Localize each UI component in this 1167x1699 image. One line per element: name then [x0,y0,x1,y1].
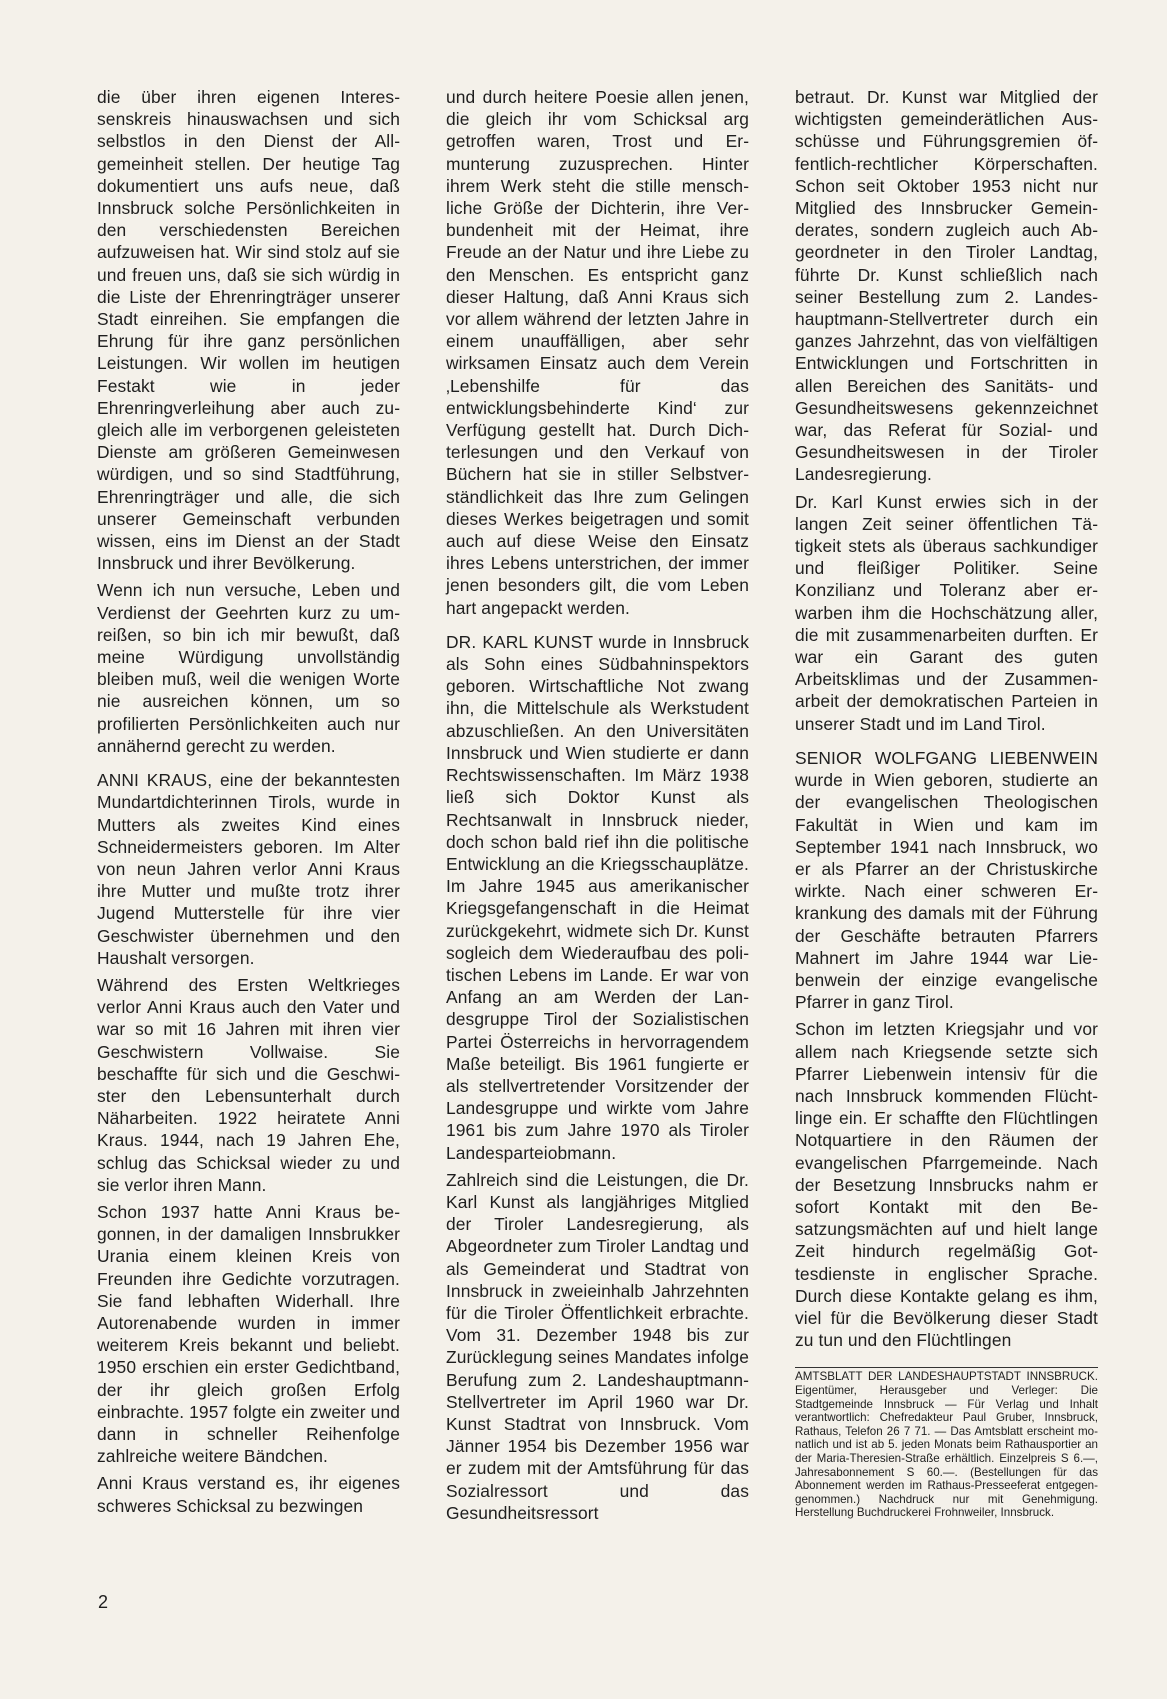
paragraph-wolfgang-liebenwein: SENIOR WOLFGANG LIEBENWEIN wurde in Wien geboren, studierte an der evangelischen Theologischen Fakultät in Wien und kam im September 1941 nach Innsbruck, wo er als Pfarrer an der Christuskirche wirkte. Nach einer schweren Erkrankung des damals mit der Führung der Geschäfte betrauten Pfarrers Mahnert im Jahre 1944 war Liebenwein der einzige evangelische Pfarrer in ganz Tirol. [795,747,1098,1013]
paragraph: Wenn ich nun versuche, Leben und Verdienst der Geehrten kurz zu umreißen, so bin ich mir bewußt, daß meine Würdigung unvollständig bleiben muß, weil die wenigen Worte nie ausreichen können, um so profilierten Persönlichkeiten auch nur annähernd gerecht zu werden. [97,580,400,756]
paragraph: Schon im letzten Kriegsjahr und vor allem nach Kriegsende setzte sich Pfarrer Liebenwein intensiv für die nach Innsbruck kommenden Flüchtlinge ein. Er schaffte den Flüchtlingen Notquartiere in den Räumen der evangelischen Pfarrgemeinde. Nach der Besetzung Innsbrucks nahm er sofort Kontakt mit den Besatzungsmächten auf und hielt lange Zeit hindurch regelmäßig Gottesdienste in englischer Sprache. Durch diese Kontakte gelang es ihm, viel für die Bevölkerung dieser Stadt zu tun und den Flüchtlingen [795,1019,1098,1351]
paragraph: und durch heitere Poesie allen jenen, die gleich ihr vom Schicksal arg getroffen waren, Trost und Ermunterung zuzusprechen. Hinter ihrem Werk steht die stille menschliche Größe der Dichterin, ihre Verbundenheit mit der Heimat, ihre Freude an der Natur und ihre Liebe zu den Menschen. Es entspricht ganz dieser Haltung, daß Anni Kraus sich vor allem während der letzten Jahre in einem unauffälligen, aber sehr wirksamen Einsatz auch dem Verein ‚Lebenshilfe für das entwicklungsbehinderte Kind‘ zur Verfügung gestellt hat. Durch Dichterlesungen und den Verkauf von Büchern hat sie in stiller Selbstverständlichkeit das Ihre zum Gelingen dieses Werkes beigetragen und somit auch auf diese Weise den Einsatz ihres Lebens unterstrichen, der immer jenen besonders gilt, die vom Leben hart angepackt werden. [446,87,749,618]
paragraph: Zahlreich sind die Leistungen, die Dr. Karl Kunst als langjähriges Mitglied der Tiroler Landesregierung, als Abgeordneter zum Tiroler Landtag und als Gemeinderat und Stadtrat von Innsbruck in zweieinhalb Jahrzehnten für die Tiroler Öffentlichkeit erbrachte. Vom 31. Dezember 1948 bis zur Zurücklegung seines Mandates infolge Berufung zum 2. Landeshauptmann-Stellvertreter im April 1960 war Dr. Kunst Stadtrat von Innsbruck. Vom Jänner 1954 bis Dezember 1956 war er zudem mit der Amtsführung für das Sozialressort und das Gesundheitsressort [446,1169,749,1523]
paragraph: die über ihren eigenen Interessenskreis hinauswachsen und sich selbstlos in den Dienst der Allgemeinheit stellen. Der heutige Tag dokumentiert uns aufs neue, daß Innsbruck solche Persönlichkeiten in den verschiedensten Bereichen aufzuweisen hat. Wir sind stolz auf sie und freuen uns, daß sie sich würdig in die Liste der Ehrenringträger unserer Stadt einreihen. Sie empfangen die Ehrung für ihre ganz persönlichen Leistungen. Wir wollen im heutigen Festakt wie in jeder Ehrenringverleihung aber auch zugleich alle im verborgenen geleisteten Dienste am größeren Gemeinwesen würdigen, und so sind Stadtführung, Ehrenringträger und alle, die sich unserer Gemeinschaft verbunden wissen, eins im Dienst an der Stadt Innsbruck und ihrer Bevölkerung. [97,87,400,574]
imprint-box: AMTSBLATT DER LANDESHAUPTSTADT INNSBRUCK. Eigentümer, Herausgeber und Verleger: Die Stadtgemeinde Innsbruck — Für Verlag und Inhalt verantwortlich: Chefredakteur Paul Gruber, Innsbruck, Rathaus, Telefon 26 7 71. — Das Amtsblatt erscheint monatlich und ist ab 5. jeden Monats beim Rathausportier an der Maria-Theresien-Straße erhältlich. Einzelpreis S 6.—, Jahresabonnement S 60.—. (Bestellungen für das Abonnement werden im Rathaus-Presseeferat entgegengenommen.) Nachdruck nur mit Genehmigung. Herstellung Buchdruckerei Frohnweiler, Innsbruck. [795,1367,1098,1520]
paragraph-anni-kraus: ANNI KRAUS, eine der bekanntesten Mundartdichterinnen Tirols, wurde in Mutters als zweites Kind eines Schneidermeisters geboren. Im Alter von neun Jahren verlor Anni Kraus ihre Mutter und mußte trotz ihrer Jugend Mutterstelle für ihre vier Geschwister übernehmen und den Haushalt versorgen. [97,770,400,968]
text-column-2 [446,86,749,1529]
paragraph: Anni Kraus verstand es, ihr eigenes schweres Schicksal zu bezwingen [97,1473,400,1516]
paragraph: Dr. Karl Kunst erwies sich in der langen Zeit seiner öffentlichen Tätigkeit stets als überaus sachkundiger und fleißiger Politiker. Seine Konzilianz und Toleranz aber erwarben ihm die Hochschätzung aller, die mit zusammenarbeiten durften. Er war ein Garant des guten Arbeitsklimas und der Zusammenarbeit der demokratischen Parteien in unserer Stadt und im Land Tirol. [795,491,1098,734]
paragraph-karl-kunst: DR. KARL KUNST wurde in Innsbruck als Sohn eines Südbahninspektors geboren. Wirtschaftliche Not zwang ihn, die Mittelschule als Werkstudent abzuschließen. An den Universitäten Innsbruck und Wien studierte er dann Rechtswissenschaften. Im März 1938 ließ sich Doktor Kunst als Rechtsanwalt in Innsbruck nieder, doch schon bald rief ihn die politische Entwicklung an die Kriegsschauplätze. Im Jahre 1945 aus amerikanischer Kriegsgefangenschaft in die Heimat zurückgekehrt, widmete sich Dr. Kunst sogleich dem Wiederaufbau des politischen Lebens im Lande. Er war von Anfang an am Werden der Landesgruppe Tirol der Sozialistischen Partei Österreichs in hervorragendem Maße beteiligt. Bis 1961 fungierte er als stellvertretender Vorsitzender der Landesgruppe und wirkte vom Jahre 1961 bis zum Jahre 1970 als Tiroler Landesparteiobmann. [446,631,749,1163]
paragraph: Während des Ersten Weltkrieges verlor Anni Kraus auch den Vater und war so mit 16 Jahren mit ihren vier Geschwistern Vollwaise. Sie beschaffte für sich und die Geschwister den Lebensunterhalt durch Näharbeiten. 1922 heiratete Anni Kraus. 1944, nach 19 Jahren Ehe, schlug das Schicksal wieder zu und sie verlor ihren Mann. [97,974,400,1195]
text-column-3 [795,86,1098,1520]
page-number: 2 [98,1592,109,1612]
paragraph: Schon 1937 hatte Anni Kraus begonnen, in der damaligen Innsbrukker Urania einem kleinen Kreis von Freunden ihre Gedichte vorzutragen. Sie fand lebhaften Widerhall. Ihre Autorenabende wurden in immer weiterem Kreis bekannt und beliebt. 1950 erschien ein erster Gedichtband, der ihr gleich großen Erfolg einbrachte. 1957 folgte ein zweiter und dann in schneller Reihenfolge zahlreiche weitere Bändchen. [97,1201,400,1467]
text-column-1 [97,86,400,1522]
paragraph: betraut. Dr. Kunst war Mitglied der wichtigsten gemeinderätlichen Ausschüsse und Führungsgremien öffentlich-rechtlicher Körperschaften. Schon seit Oktober 1953 nicht nur Mitglied des Innsbrucker Gemeinderates, sondern zugleich auch Abgeordneter in den Tiroler Landtag, führte Dr. Kunst schließlich nach seiner Bestellung zum 2. Landeshauptmann-Stellvertreter durch ein ganzes Jahrzehnt, das von vielfältigen Entwicklungen und Fortschritten in allen Bereichen des Sanitäts- und Gesundheitswesens gekennzeichnet war, das Referat für Sozial- und Gesundheitswesen in der Tiroler Landesregierung. [795,87,1098,485]
